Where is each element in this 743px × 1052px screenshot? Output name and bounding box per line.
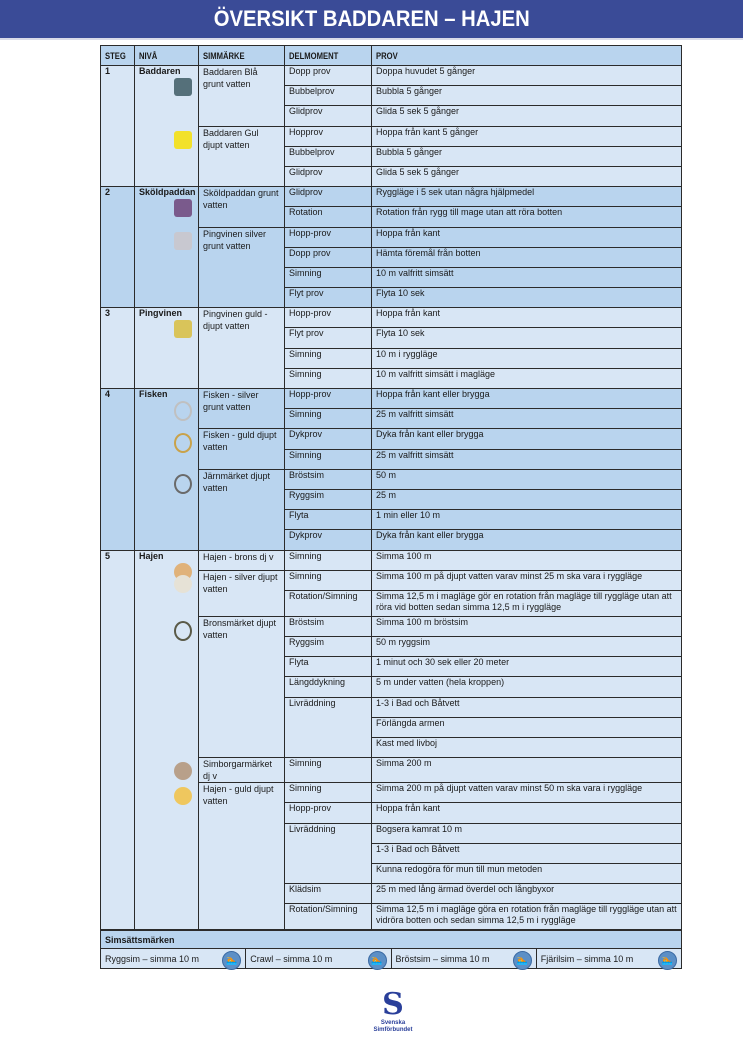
prov-cell: Simma 200 m på djupt vatten varav minst 50 m ska vara i ryggläge	[372, 783, 682, 803]
simsatt-item	[536, 949, 681, 969]
simmarke-cell: Simborgarmärket dj v	[199, 758, 285, 783]
table-row	[101, 550, 682, 570]
delmoment-cell: Simning	[285, 267, 372, 287]
simsatt-label: Crawl – simma 10 m	[250, 953, 333, 964]
delmoment-cell: Simning	[285, 368, 372, 388]
overview-table	[100, 45, 682, 930]
prov-cell: 25 m med lång ärmad överdel och långbyxor	[372, 884, 682, 904]
prov-cell: Hoppa från kant	[372, 227, 682, 247]
table-row	[101, 66, 682, 86]
crawl-icon: 🏊	[368, 951, 387, 970]
delmoment-cell: Hopprov	[285, 126, 372, 146]
delmoment-cell: Simning	[285, 570, 372, 590]
seahorse-logo-icon: S	[382, 987, 404, 1022]
page-title: ÖVERSIKT BADDAREN – HAJEN	[213, 6, 530, 31]
prov-cell: 25 m valfritt simsätt	[372, 449, 682, 469]
delmoment-cell: Simning	[285, 758, 372, 783]
prov-cell: 25 m	[372, 489, 682, 509]
silver-shark-badge-icon	[174, 575, 192, 593]
prov-cell: Glida 5 sek 5 gånger	[372, 106, 682, 126]
delmoment-cell: Ryggsim	[285, 489, 372, 509]
delmoment-cell: Livräddning	[285, 823, 372, 884]
simmarke-cell: Hajen - guld djupt vatten	[199, 783, 285, 930]
simsatt-table	[100, 930, 682, 969]
table-body	[101, 66, 682, 930]
prov-cell: 1-3 i Bad och Båtvett	[372, 843, 682, 863]
simmarke-cell: Fisken - guld djupt vatten	[199, 429, 285, 469]
prov-cell: Simma 100 m på djupt vatten varav minst 25 m ska vara i ryggläge	[372, 570, 682, 590]
simborgar-badge-icon	[174, 762, 192, 780]
simsatt-label: Fjärilsim – simma 10 m	[540, 953, 634, 964]
butterfly-icon: 🏊	[658, 951, 677, 970]
delmoment-cell: Dykprov	[285, 429, 372, 449]
simsatt-header: Simsättsmärken	[101, 931, 682, 949]
prov-cell: Simma 12,5 m i magläge gör en rotation från magläge till ryggläge utan att röra vid botten sedan simma 12,5 m i ryggläge	[372, 590, 682, 616]
prov-cell: Hämta föremål från botten	[372, 247, 682, 267]
simsatt-row	[101, 949, 682, 969]
prov-cell: Simma 200 m	[372, 758, 682, 783]
prov-cell: Bubbla 5 gånger	[372, 146, 682, 166]
prov-cell: Hoppa från kant	[372, 308, 682, 328]
prov-cell: 1-3 i Bad och Båtvett	[372, 697, 682, 717]
steg-cell: 1	[101, 66, 135, 187]
delmoment-cell: Simning	[285, 783, 372, 803]
delmoment-cell: Bubbelprov	[285, 146, 372, 166]
niva-label: Hajen	[139, 550, 164, 561]
delmoment-cell: Rotation	[285, 207, 372, 227]
prov-cell: Flyta 10 sek	[372, 288, 682, 308]
niva-label: Baddaren	[139, 66, 181, 76]
prov-cell: 10 m valfritt simsätt i magläge	[372, 368, 682, 388]
col-header-simmarke	[199, 46, 285, 66]
turtle-badge-icon	[174, 199, 192, 217]
delmoment-cell: Hopp-prov	[285, 308, 372, 328]
prov-cell: Kast med livboj	[372, 738, 682, 758]
prov-cell: 1 min eller 10 m	[372, 510, 682, 530]
delmoment-cell: Hopp-prov	[285, 227, 372, 247]
niva-cell	[135, 550, 199, 930]
simsatt-item	[391, 949, 536, 969]
delmoment-cell: Rotation/Simning	[285, 590, 372, 616]
delmoment-cell: Glidprov	[285, 187, 372, 207]
delmoment-cell: Livräddning	[285, 697, 372, 758]
simmarke-cell: Fisken - silver grunt vatten	[199, 389, 285, 429]
niva-label: Fisken	[139, 389, 168, 399]
delmoment-cell: Bröstsim	[285, 616, 372, 636]
col-header-prov	[372, 46, 682, 66]
yellow-badge-icon	[174, 131, 192, 149]
col-header-steg	[101, 46, 135, 66]
col-header-delmoment	[285, 46, 372, 66]
prov-cell: Doppa huvudet 5 gånger	[372, 66, 682, 86]
niva-cell	[135, 389, 199, 551]
prov-cell: Simma 100 m bröstsim	[372, 616, 682, 636]
col-header-label: DELMOMENT	[289, 50, 339, 61]
niva-label: Pingvinen	[139, 308, 183, 319]
simmarke-cell: Baddaren Gul djupt vatten	[199, 126, 285, 187]
gold-shark-badge-icon	[174, 787, 192, 805]
delmoment-cell: Simning	[285, 409, 372, 429]
bronze-badge-icon	[174, 621, 192, 641]
niva-cell	[135, 308, 199, 389]
delmoment-cell: Flyt prov	[285, 328, 372, 348]
prov-cell: 50 m ryggsim	[372, 637, 682, 657]
table-row	[101, 389, 682, 409]
simmarke-cell: Bronsmärket djupt vatten	[199, 616, 285, 757]
delmoment-cell: Simning	[285, 550, 372, 570]
steg-cell: 3	[101, 308, 135, 389]
iron-badge-icon	[174, 474, 192, 494]
niva-cell	[135, 66, 199, 187]
title-banner	[0, 0, 743, 40]
prov-cell: 10 m i ryggläge	[372, 348, 682, 368]
delmoment-cell: Flyta	[285, 510, 372, 530]
simmarke-cell: Pingvinen guld - djupt vatten	[199, 308, 285, 389]
prov-cell: Dyka från kant eller brygga	[372, 429, 682, 449]
niva-cell	[135, 187, 199, 308]
simmarke-cell: Baddaren Blå grunt vatten	[199, 66, 285, 127]
delmoment-cell: Flyta	[285, 657, 372, 677]
steg-cell: 5	[101, 550, 135, 930]
simsatt-item	[246, 949, 391, 969]
delmoment-cell: Glidprov	[285, 166, 372, 186]
breaststroke-icon: 🏊	[513, 951, 532, 970]
steg-cell: 4	[101, 389, 135, 551]
simmarke-cell: Pingvinen silver grunt vatten	[199, 227, 285, 308]
prov-cell: Bubbla 5 gånger	[372, 86, 682, 106]
simsatt-label: Ryggsim – simma 10 m	[105, 953, 200, 964]
simsatt-item	[101, 949, 246, 969]
prov-cell: 25 m valfritt simsätt	[372, 409, 682, 429]
prov-cell: Simma 100 m	[372, 550, 682, 570]
prov-cell: Kunna redogöra för mun till mun metoden	[372, 863, 682, 883]
table-header-row	[101, 46, 682, 66]
delmoment-cell: Hopp-prov	[285, 803, 372, 823]
table-row	[101, 308, 682, 328]
delmoment-cell: Klädsim	[285, 884, 372, 904]
col-header-niva	[135, 46, 199, 66]
delmoment-cell: Simning	[285, 348, 372, 368]
prov-cell: Simma 12,5 m i magläge göra en rotation från magläge till ryggläge utan att vidröra botten och sedan simma 12,5 m i ryggläge	[372, 904, 682, 930]
backstroke-icon: 🏊	[222, 951, 241, 970]
simmarke-cell: Järnmärket djupt vatten	[199, 469, 285, 550]
delmoment-cell: Bröstsim	[285, 469, 372, 489]
prov-cell: 10 m valfritt simsätt	[372, 267, 682, 287]
gold-penguin-badge-icon	[174, 320, 192, 338]
prov-cell: Ryggläge i 5 sek utan några hjälpmedel	[372, 187, 682, 207]
col-header-label: SIMMÄRKE	[203, 50, 245, 61]
delmoment-cell: Längddykning	[285, 677, 372, 697]
blue-badge-icon	[174, 78, 192, 96]
prov-cell: 50 m	[372, 469, 682, 489]
silver-fish-badge-icon	[174, 401, 192, 421]
simsatt-label: Bröstsim – simma 10 m	[395, 953, 490, 964]
prov-cell: Förlängda armen	[372, 717, 682, 737]
col-header-label: PROV	[376, 50, 398, 61]
simsatt-header-row	[101, 931, 682, 949]
delmoment-cell: Simning	[285, 449, 372, 469]
table-row	[101, 187, 682, 207]
prov-cell: Dyka från kant eller brygga	[372, 530, 682, 550]
gold-fish-badge-icon	[174, 433, 192, 453]
prov-cell: Hoppa från kant 5 gånger	[372, 126, 682, 146]
simmarke-cell: Hajen - silver djupt vatten	[199, 570, 285, 616]
prov-cell: Flyta 10 sek	[372, 328, 682, 348]
overview-table-wrapper	[100, 45, 682, 969]
delmoment-cell: Bubbelprov	[285, 86, 372, 106]
prov-cell: Glida 5 sek 5 gånger	[372, 166, 682, 186]
prov-cell: Hoppa från kant	[372, 803, 682, 823]
delmoment-cell: Dopp prov	[285, 66, 372, 86]
prov-cell: 5 m under vatten (hela kroppen)	[372, 677, 682, 697]
prov-cell: 1 minut och 30 sek eller 20 meter	[372, 657, 682, 677]
prov-cell: Hoppa från kant eller brygga	[372, 389, 682, 409]
logo-text-line2: Simförbundet	[373, 1027, 413, 1033]
delmoment-cell: Dopp prov	[285, 247, 372, 267]
delmoment-cell: Rotation/Simning	[285, 904, 372, 930]
delmoment-cell: Dykprov	[285, 530, 372, 550]
simmarke-cell: Sköldpaddan grunt vatten	[199, 187, 285, 227]
niva-label: Sköldpaddan	[139, 187, 196, 198]
logo-text-line1: Svenska	[380, 1020, 406, 1026]
steg-cell: 2	[101, 187, 135, 308]
delmoment-cell: Ryggsim	[285, 637, 372, 657]
silver-penguin-badge-icon	[174, 232, 192, 250]
delmoment-cell: Flyt prov	[285, 288, 372, 308]
prov-cell: Bogsera kamrat 10 m	[372, 823, 682, 843]
simmarke-cell: Hajen - brons dj v	[199, 550, 285, 570]
prov-cell: Rotation från rygg till mage utan att röra botten	[372, 207, 682, 227]
col-header-label: STEG	[105, 50, 126, 61]
svenska-simforbundet-logo	[363, 987, 423, 1040]
col-header-label: NIVÅ	[139, 50, 158, 61]
delmoment-cell: Hopp-prov	[285, 389, 372, 409]
delmoment-cell: Glidprov	[285, 106, 372, 126]
